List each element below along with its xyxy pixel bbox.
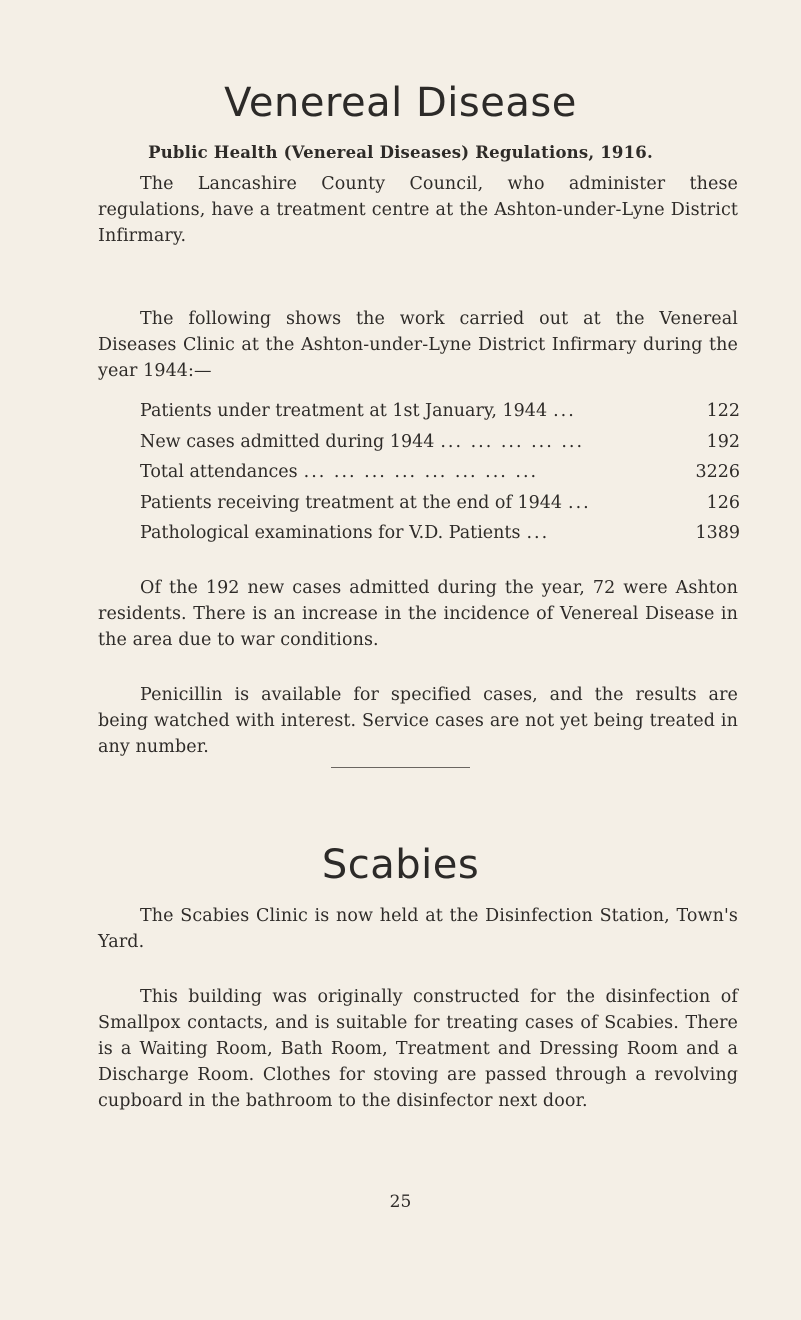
stat-row <box>140 457 740 488</box>
stat-value: 126 <box>706 492 740 513</box>
section-divider <box>331 767 470 768</box>
stat-leader-dots: ... ... ... ... ... ... ... ... <box>303 462 539 482</box>
stat-leader-dots: ... ... ... ... ... <box>440 431 585 452</box>
stat-label: Total attendances <box>140 462 298 482</box>
stat-value: 122 <box>706 401 740 421</box>
venereal-disease-heading: Venereal Disease <box>224 80 577 126</box>
clinic-work-lead-in: The following shows the work carried out at the Venereal Diseases Clinic at the Ashton-under-Lyne District Infirmary during the year 1944:— <box>98 309 738 381</box>
stat-label: Patients receiving treatment at the end of 1944 <box>140 492 563 513</box>
stat-row <box>140 488 740 519</box>
stat-label: Patients under treatment at 1st January, 1944 <box>140 401 548 421</box>
regulations-subtitle: Public Health (Venereal Diseases) Regulations, 1916. <box>148 143 653 162</box>
stat-row <box>140 427 740 458</box>
page-number: 25 <box>389 1192 412 1212</box>
intro-paragraph: The Lancashire County Council, who administer these regulations, have a treatment centre at the Ashton-under-Lyne District Infirmary. <box>98 174 738 246</box>
stat-label: New cases admitted during 1944 <box>140 431 435 452</box>
scabies-clinic-paragraph: The Scabies Clinic is now held at the Disinfection Station, Town's Yard. <box>98 906 738 952</box>
stat-value: 192 <box>706 431 740 452</box>
stat-row <box>140 518 740 549</box>
disinfection-building-paragraph: This building was originally constructed for the disinfection of Smallpox contacts, and is suitable for treating cases of Scabies. There is a Waiting Room, Bath Room, Treatment and Dressing Room and a Discharge Room. Clothes for stoving are passed through a revolving cupboard in the bathroom to the disinfector next door. <box>98 987 738 1111</box>
stat-leader-dots: ... <box>526 523 550 543</box>
stat-leader-dots: ... <box>553 401 576 421</box>
ashton-residents-paragraph: Of the 192 new cases admitted during the year, 72 were Ashton residents. There is an increase in the incidence of Venereal Disease in the area due to war conditions. <box>98 578 738 650</box>
clinic-statistics-list <box>140 396 740 549</box>
stat-value: 3226 <box>695 462 740 482</box>
stat-value: 1389 <box>695 523 740 543</box>
stat-row <box>140 396 740 427</box>
penicillin-paragraph: Penicillin is available for specified cases, and the results are being watched with interest. Service cases are not yet being treated in any number. <box>98 685 738 757</box>
scabies-heading: Scabies <box>321 842 480 888</box>
stat-leader-dots: ... <box>568 492 591 513</box>
stat-label: Pathological examinations for V.D. Patients <box>140 523 521 543</box>
